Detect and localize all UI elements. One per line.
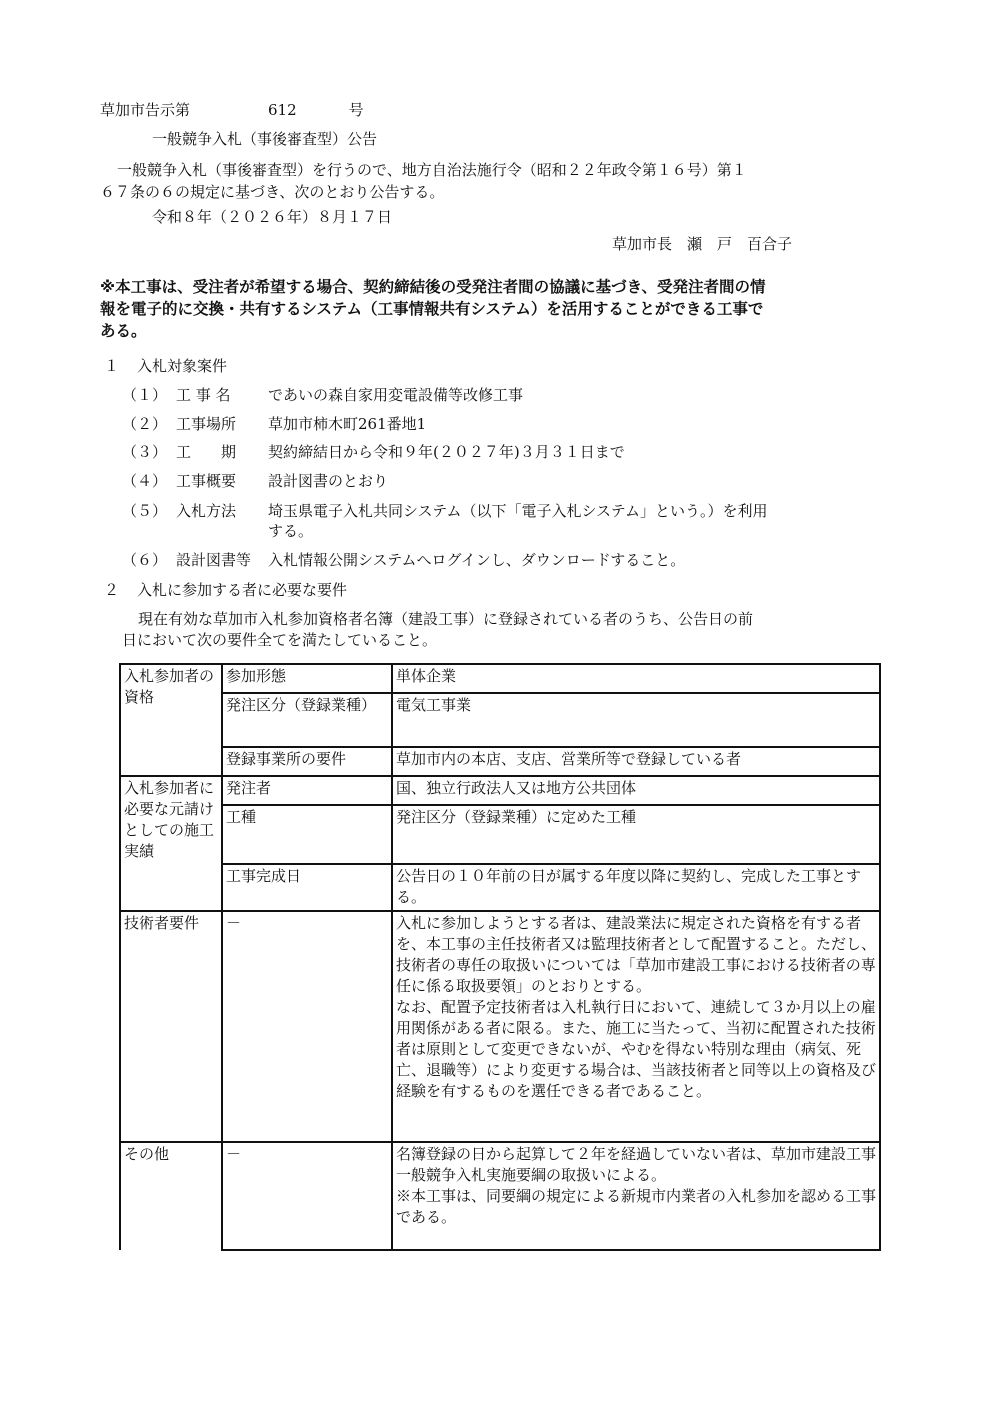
table-key-cell: 登録事業所の要件 bbox=[222, 747, 392, 776]
table-value-cell bbox=[392, 911, 880, 1142]
table-key-cell: － bbox=[222, 1142, 392, 1250]
table-value-cell: 単体企業 bbox=[392, 664, 880, 693]
table-key-cell: 発注区分（登録業種） bbox=[222, 693, 392, 747]
case-item-no: （６） bbox=[122, 551, 168, 569]
other-requirement-note: ※本工事は、同要綱の規定による新規市内業者の入札参加を認める工事である。 bbox=[396, 1187, 877, 1226]
table-key-cell: － bbox=[222, 911, 392, 1142]
case-item-label: 工 期 bbox=[176, 443, 237, 461]
case-item-value-cont: する。 bbox=[268, 522, 314, 540]
case-item-value: 草加市柿木町261番地1 bbox=[268, 415, 427, 433]
engineer-requirement-note: なお、配置予定技術者は入札執行日において、連続して３か月以上の雇用関係がある者に限る。また、施工に当たって、当初に配置された技術者は原則として変更できないが、やむを得ない特別な理由（病気、死亡、退職等）により変更する場合は、当該技術者と同等以上の資格及び経験を有するものを選任できる者であること。 bbox=[396, 998, 877, 1100]
row-group-label: 入札参加者の資格 bbox=[120, 664, 222, 776]
notice-date: 令和８年（２０２６年）８月１７日 bbox=[152, 208, 393, 226]
table-key-cell: 発注者 bbox=[222, 776, 392, 805]
system-notice-line-2: 報を電子的に交換・共有するシステム（工事情報共有システム）を活用することができる工事で bbox=[100, 300, 764, 318]
case-item-no: （５） bbox=[122, 502, 168, 520]
engineer-requirement-text: 入札に参加しようとする者は、建設業法に規定された資格を有する者を、本工事の主任技術者又は監理技術者として配置すること。ただし、技術者の専任の取扱いについては「草加市建設工事における技術者の専任に係る取扱要領」のとおりとする。 bbox=[396, 914, 877, 995]
table-value-cell: 電気工事業 bbox=[392, 693, 880, 747]
row-group-label: その他 bbox=[120, 1142, 222, 1250]
section2-heading bbox=[104, 579, 347, 601]
table-value-cell: 草加市内の本店、支店、営業所等で登録している者 bbox=[392, 747, 880, 776]
section2-intro-line-1: 現在有効な草加市入札参加資格者名簿（建設工事）に登録されている者のうち、公告日の前 bbox=[138, 610, 754, 628]
case-item-no: （４） bbox=[122, 472, 168, 490]
section2-number: ２ bbox=[104, 581, 120, 599]
system-notice-line-1: ※本工事は、受注者が希望する場合、契約締結後の受発注者間の協議に基づき、受発注者間の情 bbox=[100, 278, 766, 296]
issuer-name: 草加市長 瀬 戸 百合子 bbox=[612, 235, 793, 253]
case-item-label: 工 事 名 bbox=[176, 386, 231, 404]
case-item-label: 入札方法 bbox=[176, 502, 237, 520]
case-item-label: 工事場所 bbox=[176, 415, 237, 433]
row-group-label: 入札参加者に必要な元請けとしての施工実績 bbox=[120, 776, 222, 911]
row-group-label: 技術者要件 bbox=[120, 911, 222, 1142]
case-item-no: （２） bbox=[122, 415, 168, 433]
other-requirement-text: 名簿登録の日から起算して２年を経過していない者は、草加市建設工事一般競争入札実施要綱の取扱いによる。 bbox=[396, 1145, 877, 1184]
section2-title: 入札に参加する者に必要な要件 bbox=[137, 581, 348, 599]
table-key-cell: 工事完成日 bbox=[222, 864, 392, 911]
notice-prefix: 草加市告示第 bbox=[100, 101, 191, 119]
case-item-value: 設計図書のとおり bbox=[268, 472, 389, 490]
case-item-value: 入札情報公開システムへログインし、ダウンロードすること。 bbox=[268, 551, 686, 569]
notice-number: 612 bbox=[268, 101, 297, 119]
case-item-label: 工事概要 bbox=[176, 472, 237, 490]
case-item-no: （３） bbox=[122, 443, 168, 461]
requirements-table bbox=[119, 663, 881, 1251]
case-item-value: 埼玉県電子入札共同システム（以下「電子入札システム」という。）を利用 bbox=[268, 502, 768, 520]
page-title: 一般競争入札（事後審査型）公告 bbox=[152, 130, 378, 148]
table-key-cell: 参加形態 bbox=[222, 664, 392, 693]
intro-line-1: 一般競争入札（事後審査型）を行うので、地方自治法施行令（昭和２２年政令第１６号）第１ bbox=[117, 161, 747, 179]
section1-number: １ bbox=[104, 357, 120, 375]
system-notice-line-3: ある。 bbox=[100, 322, 147, 340]
table-key-cell: 工種 bbox=[222, 805, 392, 864]
notice-number-line bbox=[100, 99, 364, 121]
case-item-no: （１） bbox=[122, 386, 168, 404]
intro-line-2: ６７条の６の規定に基づき、次のとおり公告する。 bbox=[100, 183, 445, 201]
case-item-label: 設計図書等 bbox=[176, 551, 252, 569]
table-value-cell: 発注区分（登録業種）に定めた工種 bbox=[392, 805, 880, 864]
table-value-cell bbox=[392, 1142, 880, 1250]
case-item-value: 契約締結日から令和９年(２０２７年)３月３１日まで bbox=[268, 443, 625, 461]
section2-intro-line-2: 日において次の要件全てを満たしていること。 bbox=[122, 631, 438, 649]
notice-suffix: 号 bbox=[348, 101, 364, 119]
section1-title: 入札対象案件 bbox=[137, 357, 228, 375]
table-value-cell: 国、独立行政法人又は地方公共団体 bbox=[392, 776, 880, 805]
section1-heading bbox=[104, 355, 227, 377]
table-value-cell: 公告日の１０年前の日が属する年度以降に契約し、完成した工事とする。 bbox=[392, 864, 880, 911]
case-item-value: であいの森自家用変電設備等改修工事 bbox=[268, 386, 524, 404]
